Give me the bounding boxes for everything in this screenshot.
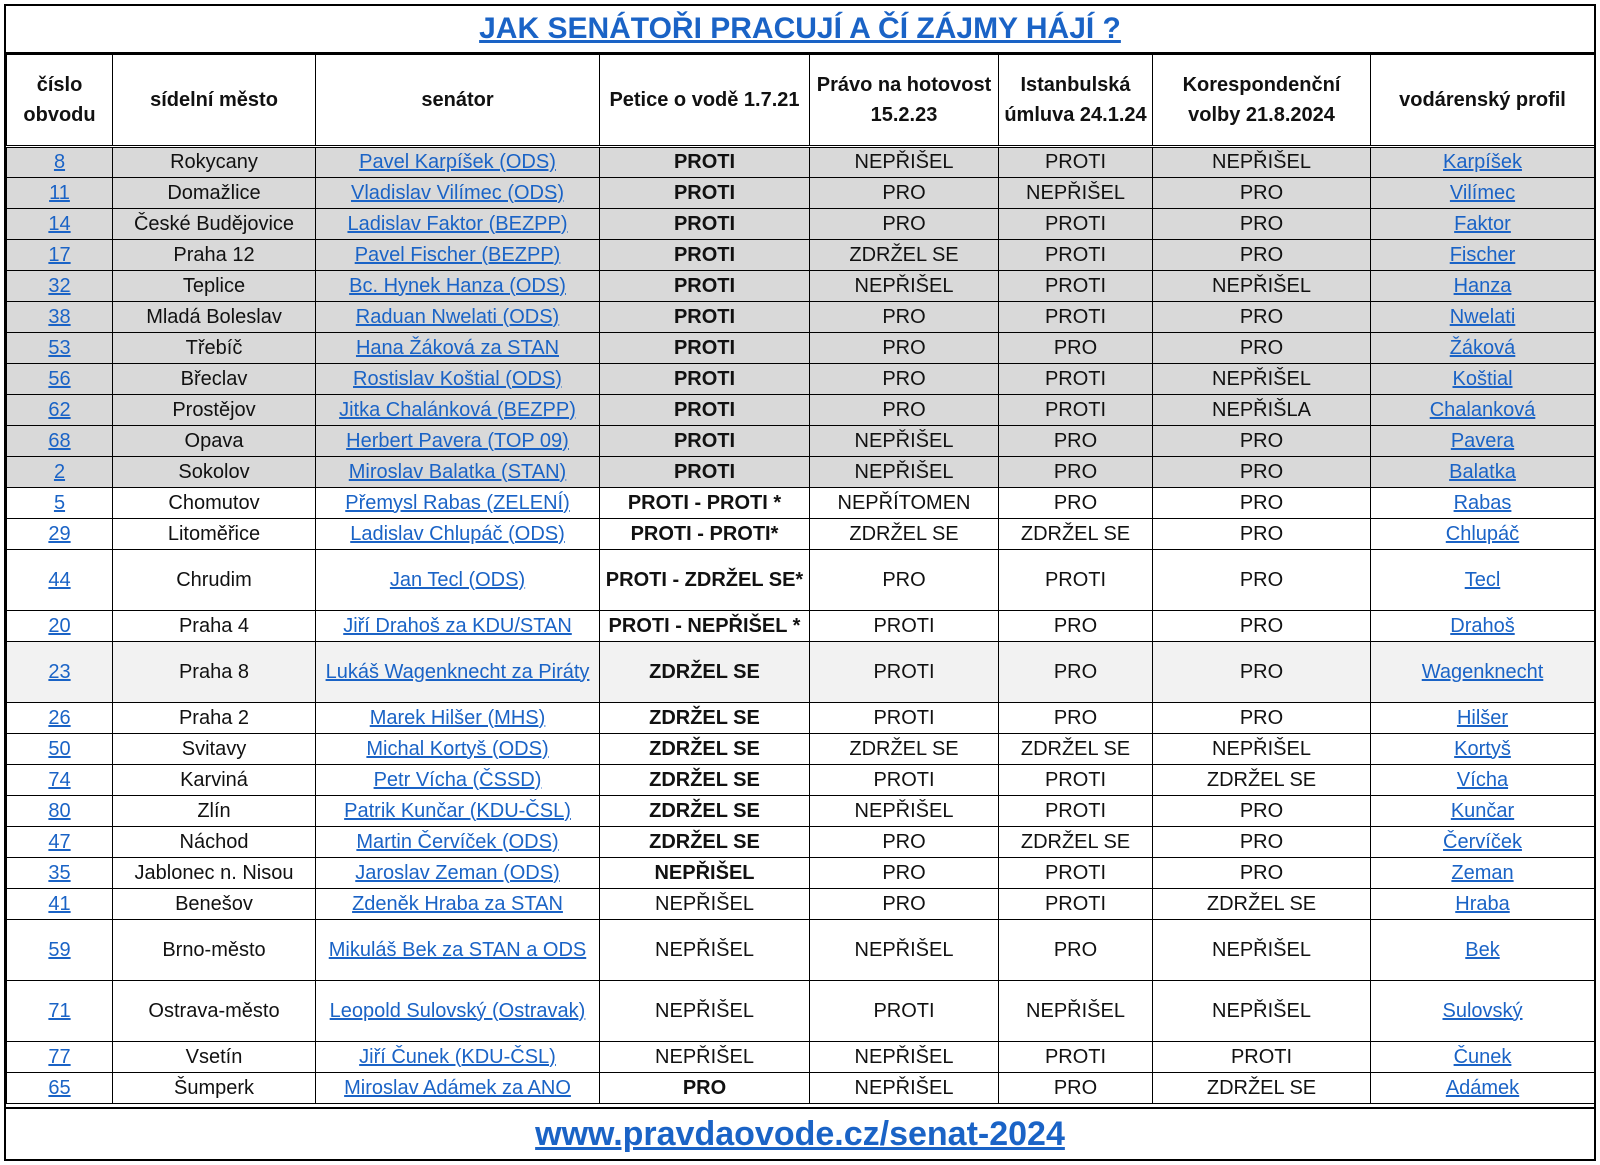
cell-volby: PRO	[1153, 703, 1371, 734]
cell-senator-link[interactable]: Zdeněk Hraba za STAN	[316, 889, 600, 920]
cell-senator-link[interactable]: Jan Tecl (ODS)	[316, 550, 600, 611]
cell-senator-link[interactable]: Bc. Hynek Hanza (ODS)	[316, 271, 600, 302]
table-row	[7, 178, 1595, 209]
cell-istanbul: PRO	[999, 920, 1153, 981]
cell-obvod-link[interactable]: 65	[7, 1073, 113, 1104]
cell-mesto: Praha 12	[113, 240, 316, 271]
cell-petice: ZDRŽEL SE	[600, 703, 810, 734]
table-row	[7, 395, 1595, 426]
table-row	[7, 703, 1595, 734]
cell-senator-link[interactable]: Miroslav Adámek za ANO	[316, 1073, 600, 1104]
cell-hotovost: PROTI	[810, 642, 999, 703]
cell-petice: PROTI	[600, 178, 810, 209]
table-row	[7, 1042, 1595, 1073]
cell-profil-link[interactable]: Rabas	[1371, 488, 1595, 519]
cell-petice: PROTI - NEPŘIŠEL *	[600, 611, 810, 642]
cell-istanbul: PROTI	[999, 364, 1153, 395]
cell-hotovost: PRO	[810, 550, 999, 611]
cell-hotovost: NEPŘIŠEL	[810, 271, 999, 302]
cell-hotovost: NEPŘIŠEL	[810, 426, 999, 457]
cell-obvod-link[interactable]: 68	[7, 426, 113, 457]
cell-hotovost: PROTI	[810, 611, 999, 642]
cell-volby: ZDRŽEL SE	[1153, 1073, 1371, 1104]
table-row	[7, 611, 1595, 642]
cell-hotovost: PRO	[810, 364, 999, 395]
cell-profil-link[interactable]: Tecl	[1371, 550, 1595, 611]
header-profil: vodárenský profil	[1371, 55, 1595, 147]
cell-mesto: Brno-město	[113, 920, 316, 981]
cell-senator-link[interactable]: Marek Hilšer (MHS)	[316, 703, 600, 734]
page-title: JAK SENÁTOŘI PRACUJÍ A ČÍ ZÁJMY HÁJÍ ?	[6, 6, 1594, 54]
cell-istanbul: PRO	[999, 611, 1153, 642]
cell-senator-link[interactable]: Pavel Karpíšek (ODS)	[316, 147, 600, 178]
cell-volby: PRO	[1153, 333, 1371, 364]
cell-istanbul: PROTI	[999, 302, 1153, 333]
cell-obvod-link[interactable]: 44	[7, 550, 113, 611]
cell-hotovost: NEPŘIŠEL	[810, 920, 999, 981]
cell-senator-link[interactable]: Jiří Čunek (KDU-ČSL)	[316, 1042, 600, 1073]
header-istanbul: Istanbulská úmluva 24.1.24	[999, 55, 1153, 147]
cell-volby: NEPŘIŠEL	[1153, 734, 1371, 765]
cell-profil-link[interactable]: Zeman	[1371, 858, 1595, 889]
cell-petice: PRO	[600, 1073, 810, 1104]
cell-petice: PROTI	[600, 364, 810, 395]
table-row	[7, 147, 1595, 178]
cell-mesto: Karviná	[113, 765, 316, 796]
cell-hotovost: PRO	[810, 827, 999, 858]
table-row	[7, 734, 1595, 765]
header-senator: senátor	[316, 55, 600, 147]
cell-senator-link[interactable]: Leopold Sulovský (Ostravak)	[316, 981, 600, 1042]
cell-petice: PROTI	[600, 271, 810, 302]
cell-hotovost: NEPŘIŠEL	[810, 147, 999, 178]
cell-volby: ZDRŽEL SE	[1153, 765, 1371, 796]
cell-mesto: Chrudim	[113, 550, 316, 611]
cell-obvod-link[interactable]: 2	[7, 457, 113, 488]
cell-hotovost: PRO	[810, 209, 999, 240]
cell-istanbul: PRO	[999, 457, 1153, 488]
cell-mesto: Náchod	[113, 827, 316, 858]
cell-petice: PROTI - PROTI *	[600, 488, 810, 519]
cell-volby: NEPŘIŠEL	[1153, 364, 1371, 395]
header-obvod: číslo obvodu	[7, 55, 113, 147]
cell-profil-link[interactable]: Hilšer	[1371, 703, 1595, 734]
cell-obvod-link[interactable]: 74	[7, 765, 113, 796]
table-row	[7, 271, 1595, 302]
cell-mesto: Svitavy	[113, 734, 316, 765]
cell-istanbul: PROTI	[999, 889, 1153, 920]
table-row	[7, 302, 1595, 333]
cell-istanbul: PROTI	[999, 1042, 1153, 1073]
cell-obvod-link[interactable]: 11	[7, 178, 113, 209]
cell-senator-link[interactable]: Jaroslav Zeman (ODS)	[316, 858, 600, 889]
cell-profil-link[interactable]: Červíček	[1371, 827, 1595, 858]
table-row	[7, 920, 1595, 981]
footer-website-link[interactable]: www.pravdaovode.cz/senat-2024	[6, 1107, 1594, 1159]
cell-senator-link[interactable]: Petr Vícha (ČSSD)	[316, 765, 600, 796]
cell-volby: PRO	[1153, 426, 1371, 457]
cell-istanbul: PROTI	[999, 209, 1153, 240]
cell-senator-link[interactable]: Jiří Drahoš za KDU/STAN	[316, 611, 600, 642]
cell-istanbul: PRO	[999, 333, 1153, 364]
cell-obvod-link[interactable]: 14	[7, 209, 113, 240]
cell-obvod-link[interactable]: 32	[7, 271, 113, 302]
cell-istanbul: PROTI	[999, 395, 1153, 426]
cell-istanbul: PROTI	[999, 271, 1153, 302]
cell-mesto: Praha 2	[113, 703, 316, 734]
cell-obvod-link[interactable]: 41	[7, 889, 113, 920]
cell-mesto: Břeclav	[113, 364, 316, 395]
cell-obvod-link[interactable]: 26	[7, 703, 113, 734]
cell-mesto: Praha 8	[113, 642, 316, 703]
cell-volby: PRO	[1153, 796, 1371, 827]
senators-table	[6, 54, 1595, 1104]
cell-istanbul: PRO	[999, 426, 1153, 457]
cell-petice: PROTI	[600, 333, 810, 364]
cell-senator-link[interactable]: Rostislav Koštial (ODS)	[316, 364, 600, 395]
cell-profil-link[interactable]: Vilímec	[1371, 178, 1595, 209]
cell-profil-link[interactable]: Kortyš	[1371, 734, 1595, 765]
cell-hotovost: NEPŘIŠEL	[810, 796, 999, 827]
cell-hotovost: PRO	[810, 889, 999, 920]
cell-petice: PROTI	[600, 457, 810, 488]
cell-istanbul: PRO	[999, 703, 1153, 734]
cell-hotovost: PROTI	[810, 703, 999, 734]
cell-mesto: Domažlice	[113, 178, 316, 209]
cell-profil-link[interactable]: Fischer	[1371, 240, 1595, 271]
cell-volby: PRO	[1153, 827, 1371, 858]
cell-mesto: Vsetín	[113, 1042, 316, 1073]
header-row	[7, 55, 1595, 147]
cell-senator-link[interactable]: Patrik Kunčar (KDU-ČSL)	[316, 796, 600, 827]
cell-senator-link[interactable]: Ladislav Chlupáč (ODS)	[316, 519, 600, 550]
cell-obvod-link[interactable]: 38	[7, 302, 113, 333]
header-mesto: sídelní město	[113, 55, 316, 147]
cell-istanbul: ZDRŽEL SE	[999, 519, 1153, 550]
cell-hotovost: NEPŘÍTOMEN	[810, 488, 999, 519]
cell-istanbul: PROTI	[999, 765, 1153, 796]
cell-hotovost: ZDRŽEL SE	[810, 240, 999, 271]
cell-profil-link[interactable]: Drahoš	[1371, 611, 1595, 642]
cell-hotovost: PRO	[810, 178, 999, 209]
cell-profil-link[interactable]: Pavera	[1371, 426, 1595, 457]
cell-senator-link[interactable]: Herbert Pavera (TOP 09)	[316, 426, 600, 457]
cell-volby: PRO	[1153, 302, 1371, 333]
cell-obvod-link[interactable]: 59	[7, 920, 113, 981]
cell-profil-link[interactable]: Hraba	[1371, 889, 1595, 920]
cell-obvod-link[interactable]: 56	[7, 364, 113, 395]
table-row	[7, 889, 1595, 920]
cell-profil-link[interactable]: Kunčar	[1371, 796, 1595, 827]
cell-istanbul: PROTI	[999, 550, 1153, 611]
cell-petice: ZDRŽEL SE	[600, 734, 810, 765]
cell-volby: PROTI	[1153, 1042, 1371, 1073]
cell-hotovost: ZDRŽEL SE	[810, 519, 999, 550]
cell-senator-link[interactable]: Miroslav Balatka (STAN)	[316, 457, 600, 488]
cell-petice: NEPŘIŠEL	[600, 889, 810, 920]
cell-istanbul: PROTI	[999, 796, 1153, 827]
cell-profil-link[interactable]: Faktor	[1371, 209, 1595, 240]
cell-mesto: České Budějovice	[113, 209, 316, 240]
cell-petice: PROTI	[600, 240, 810, 271]
cell-profil-link[interactable]: Karpíšek	[1371, 147, 1595, 178]
document-frame	[4, 4, 1596, 1161]
cell-senator-link[interactable]: Martin Červíček (ODS)	[316, 827, 600, 858]
cell-obvod-link[interactable]: 80	[7, 796, 113, 827]
cell-obvod-link[interactable]: 71	[7, 981, 113, 1042]
table-row	[7, 642, 1595, 703]
cell-hotovost: PRO	[810, 858, 999, 889]
cell-mesto: Opava	[113, 426, 316, 457]
cell-senator-link[interactable]: Hana Žáková za STAN	[316, 333, 600, 364]
cell-senator-link[interactable]: Lukáš Wagenknecht za Piráty	[316, 642, 600, 703]
cell-profil-link[interactable]: Sulovský	[1371, 981, 1595, 1042]
cell-petice: NEPŘIŠEL	[600, 858, 810, 889]
cell-profil-link[interactable]: Bek	[1371, 920, 1595, 981]
cell-senator-link[interactable]: Raduan Nwelati (ODS)	[316, 302, 600, 333]
table-row	[7, 240, 1595, 271]
cell-petice: PROTI	[600, 209, 810, 240]
cell-volby: PRO	[1153, 858, 1371, 889]
cell-petice: NEPŘIŠEL	[600, 1042, 810, 1073]
cell-petice: PROTI	[600, 147, 810, 178]
cell-mesto: Sokolov	[113, 457, 316, 488]
cell-obvod-link[interactable]: 50	[7, 734, 113, 765]
cell-profil-link[interactable]: Vícha	[1371, 765, 1595, 796]
cell-istanbul: PROTI	[999, 240, 1153, 271]
cell-obvod-link[interactable]: 77	[7, 1042, 113, 1073]
cell-senator-link[interactable]: Přemysl Rabas (ZELENÍ)	[316, 488, 600, 519]
header-petice: Petice o vodě 1.7.21	[600, 55, 810, 147]
cell-hotovost: NEPŘIŠEL	[810, 1042, 999, 1073]
cell-obvod-link[interactable]: 35	[7, 858, 113, 889]
cell-obvod-link[interactable]: 17	[7, 240, 113, 271]
cell-petice: PROTI - PROTI*	[600, 519, 810, 550]
cell-volby: PRO	[1153, 519, 1371, 550]
cell-obvod-link[interactable]: 23	[7, 642, 113, 703]
cell-petice: NEPŘIŠEL	[600, 981, 810, 1042]
table-row	[7, 457, 1595, 488]
cell-senator-link[interactable]: Michal Kortyš (ODS)	[316, 734, 600, 765]
cell-mesto: Praha 4	[113, 611, 316, 642]
table-row	[7, 488, 1595, 519]
cell-volby: NEPŘIŠLA	[1153, 395, 1371, 426]
cell-hotovost: PRO	[810, 302, 999, 333]
cell-istanbul: ZDRŽEL SE	[999, 827, 1153, 858]
cell-petice: ZDRŽEL SE	[600, 796, 810, 827]
cell-mesto: Litoměřice	[113, 519, 316, 550]
cell-volby: PRO	[1153, 611, 1371, 642]
cell-senator-link[interactable]: Pavel Fischer (BEZPP)	[316, 240, 600, 271]
cell-volby: PRO	[1153, 550, 1371, 611]
table-row	[7, 519, 1595, 550]
cell-volby: PRO	[1153, 488, 1371, 519]
cell-istanbul: PROTI	[999, 147, 1153, 178]
cell-profil-link[interactable]: Žáková	[1371, 333, 1595, 364]
cell-obvod-link[interactable]: 53	[7, 333, 113, 364]
cell-mesto: Prostějov	[113, 395, 316, 426]
cell-petice: PROTI - ZDRŽEL SE*	[600, 550, 810, 611]
cell-istanbul: PRO	[999, 642, 1153, 703]
cell-mesto: Šumperk	[113, 1073, 316, 1104]
cell-volby: NEPŘIŠEL	[1153, 981, 1371, 1042]
cell-profil-link[interactable]: Chalanková	[1371, 395, 1595, 426]
cell-volby: ZDRŽEL SE	[1153, 889, 1371, 920]
cell-petice: NEPŘIŠEL	[600, 920, 810, 981]
cell-obvod-link[interactable]: 8	[7, 147, 113, 178]
cell-obvod-link[interactable]: 5	[7, 488, 113, 519]
cell-istanbul: ZDRŽEL SE	[999, 734, 1153, 765]
table-row	[7, 333, 1595, 364]
cell-obvod-link[interactable]: 20	[7, 611, 113, 642]
cell-petice: PROTI	[600, 426, 810, 457]
cell-hotovost: ZDRŽEL SE	[810, 734, 999, 765]
cell-senator-link[interactable]: Ladislav Faktor (BEZPP)	[316, 209, 600, 240]
cell-volby: NEPŘIŠEL	[1153, 271, 1371, 302]
table-row	[7, 796, 1595, 827]
cell-senator-link[interactable]: Jitka Chalánková (BEZPP)	[316, 395, 600, 426]
cell-volby: PRO	[1153, 642, 1371, 703]
cell-volby: NEPŘIŠEL	[1153, 147, 1371, 178]
cell-petice: ZDRŽEL SE	[600, 765, 810, 796]
cell-profil-link[interactable]: Adámek	[1371, 1073, 1595, 1104]
cell-volby: PRO	[1153, 457, 1371, 488]
cell-petice: PROTI	[600, 395, 810, 426]
cell-profil-link[interactable]: Wagenknecht	[1371, 642, 1595, 703]
cell-hotovost: NEPŘIŠEL	[810, 1073, 999, 1104]
cell-mesto: Třebíč	[113, 333, 316, 364]
cell-mesto: Ostrava-město	[113, 981, 316, 1042]
table-row	[7, 765, 1595, 796]
table-row	[7, 364, 1595, 395]
cell-mesto: Mladá Boleslav	[113, 302, 316, 333]
cell-mesto: Chomutov	[113, 488, 316, 519]
cell-hotovost: PROTI	[810, 765, 999, 796]
cell-obvod-link[interactable]: 62	[7, 395, 113, 426]
cell-petice: PROTI	[600, 302, 810, 333]
cell-mesto: Teplice	[113, 271, 316, 302]
cell-hotovost: PRO	[810, 395, 999, 426]
cell-petice: ZDRŽEL SE	[600, 827, 810, 858]
cell-profil-link[interactable]: Balatka	[1371, 457, 1595, 488]
header-volby: Korespondenční volby 21.8.2024	[1153, 55, 1371, 147]
cell-istanbul: PRO	[999, 1073, 1153, 1104]
table-row	[7, 426, 1595, 457]
cell-mesto: Jablonec n. Nisou	[113, 858, 316, 889]
cell-profil-link[interactable]: Čunek	[1371, 1042, 1595, 1073]
cell-hotovost: NEPŘIŠEL	[810, 457, 999, 488]
header-hotovost: Právo na hotovost 15.2.23	[810, 55, 999, 147]
table-row	[7, 981, 1595, 1042]
cell-volby: PRO	[1153, 178, 1371, 209]
cell-volby: PRO	[1153, 240, 1371, 271]
cell-istanbul: PRO	[999, 488, 1153, 519]
cell-obvod-link[interactable]: 47	[7, 827, 113, 858]
cell-hotovost: PROTI	[810, 981, 999, 1042]
cell-obvod-link[interactable]: 29	[7, 519, 113, 550]
cell-istanbul: NEPŘIŠEL	[999, 981, 1153, 1042]
cell-volby: PRO	[1153, 209, 1371, 240]
cell-profil-link[interactable]: Hanza	[1371, 271, 1595, 302]
cell-istanbul: PROTI	[999, 858, 1153, 889]
cell-volby: NEPŘIŠEL	[1153, 920, 1371, 981]
cell-petice: ZDRŽEL SE	[600, 642, 810, 703]
table-row	[7, 209, 1595, 240]
cell-mesto: Benešov	[113, 889, 316, 920]
cell-hotovost: PRO	[810, 333, 999, 364]
cell-senator-link[interactable]: Mikuláš Bek za STAN a ODS	[316, 920, 600, 981]
table-row	[7, 858, 1595, 889]
table-row	[7, 827, 1595, 858]
cell-profil-link[interactable]: Koštial	[1371, 364, 1595, 395]
table-row	[7, 550, 1595, 611]
cell-istanbul: NEPŘIŠEL	[999, 178, 1153, 209]
cell-profil-link[interactable]: Chlupáč	[1371, 519, 1595, 550]
cell-mesto: Zlín	[113, 796, 316, 827]
cell-senator-link[interactable]: Vladislav Vilímec (ODS)	[316, 178, 600, 209]
cell-profil-link[interactable]: Nwelati	[1371, 302, 1595, 333]
cell-mesto: Rokycany	[113, 147, 316, 178]
table-row	[7, 1073, 1595, 1104]
